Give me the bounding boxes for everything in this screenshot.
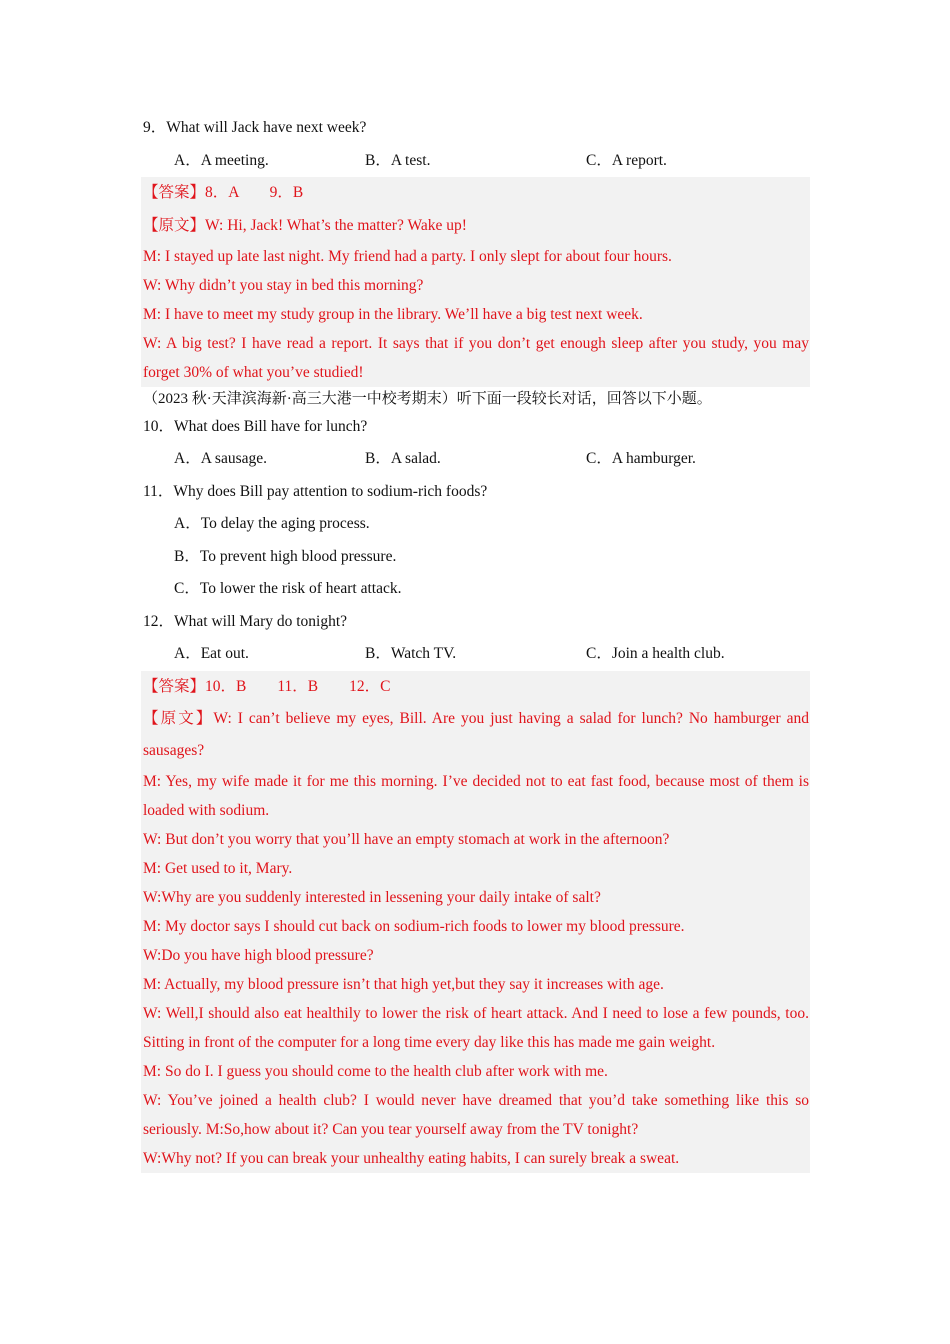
transcript-paragraph: M: Get used to it, Mary.: [143, 860, 293, 877]
question-9: 9．What will Jack have next week?: [143, 119, 367, 136]
answer-line: 【答案】8．A 9．B: [143, 184, 304, 201]
option-b: B．A test.: [365, 151, 431, 169]
question-12: 12．What will Mary do tonight?: [143, 612, 348, 630]
transcript-line: M: I have to meet my study group in the library. We’ll have a big test next week.: [143, 305, 643, 323]
transcript-line: M: I stayed up late last night. My friend had a party. I only slept for about four hours.: [143, 247, 672, 265]
option-a: A．A sausage.: [174, 450, 267, 467]
answer-line: 【答案】10．B 11．B 12．C: [143, 677, 391, 695]
question-9-options: [143, 145, 809, 178]
option-c: C．To lower the risk of heart attack.: [174, 580, 402, 597]
option-a: A．To delay the aging process.: [174, 515, 370, 532]
transcript-line: W: A big test? I have read a report. It says that if you don’t get enough sleep after you study, you may forget 30% of what you’ve studied!: [143, 334, 809, 381]
option-a: A．A meeting.: [174, 151, 269, 169]
transcript-paragraph: W: But don’t you worry that you’ll have an empty stomach at work in the afternoon?: [143, 831, 670, 848]
transcript-paragraph: 【原文】W: I can’t believe my eyes, Bill. Are you just having a salad for lunch? No hamburger and sausages?: [143, 710, 809, 759]
question-12-options: [143, 638, 809, 671]
transcript-line: W: Why didn’t you stay in bed this morning?: [143, 276, 424, 294]
answer-block-2: [141, 671, 810, 1174]
transcript-paragraph: W:Why are you suddenly interested in lessening your daily intake of salt?: [143, 889, 601, 906]
option-c: C．Join a health club.: [586, 645, 725, 662]
source-line: （2023 秋·天津滨海新·高三大港一中校考期末）听下面一段较长对话，回答以下小题。: [143, 390, 712, 407]
transcript-paragraph: W: You’ve joined a health club? I would never have dreamed that you’d take something like this so seriously. M:So,how about it? Can you tear yourself away from the TV tonight?: [143, 1092, 809, 1138]
answer-block-1: [141, 177, 810, 387]
transcript-paragraph: M: My doctor says I should cut back on sodium-rich foods to lower my blood pressure.: [143, 918, 685, 935]
transcript-paragraph: W: Well,I should also eat healthily to lower the risk of heart attack. And I need to lose a few pounds, too. Sitting in front of the computer for a long time every day like this has made me gain weight.: [143, 1005, 809, 1051]
transcript-paragraph: M: So do I. I guess you should come to the health club after work with me.: [143, 1063, 608, 1080]
option-a: A．Eat out.: [174, 645, 249, 662]
document-page: [143, 112, 809, 1173]
transcript-paragraph: W:Do you have high blood pressure?: [143, 947, 374, 964]
option-c: C．A report.: [586, 151, 667, 169]
transcript-paragraph: M: Actually, my blood pressure isn’t that high yet,but they say it increases with age.: [143, 976, 664, 993]
option-c: C．A hamburger.: [586, 450, 696, 467]
question-11: 11．Why does Bill pay attention to sodium-rich foods?: [143, 482, 488, 500]
transcript-paragraph: W:Why not? If you can break your unhealthy eating habits, I can surely break a sweat.: [143, 1150, 680, 1167]
option-b: B．Watch TV.: [365, 645, 457, 662]
transcript-paragraph: M: Yes, my wife made it for me this morning. I’ve decided not to eat fast food, because most of them is loaded with sodium.: [143, 773, 809, 819]
option-b: B．A salad.: [365, 450, 441, 467]
option-b: B．To prevent high blood pressure.: [174, 547, 397, 565]
transcript-line: 【原文】W: Hi, Jack! What’s the matter? Wake up!: [143, 216, 467, 234]
question-10-options: [143, 443, 809, 476]
question-10: 10．What does Bill have for lunch?: [143, 417, 368, 435]
